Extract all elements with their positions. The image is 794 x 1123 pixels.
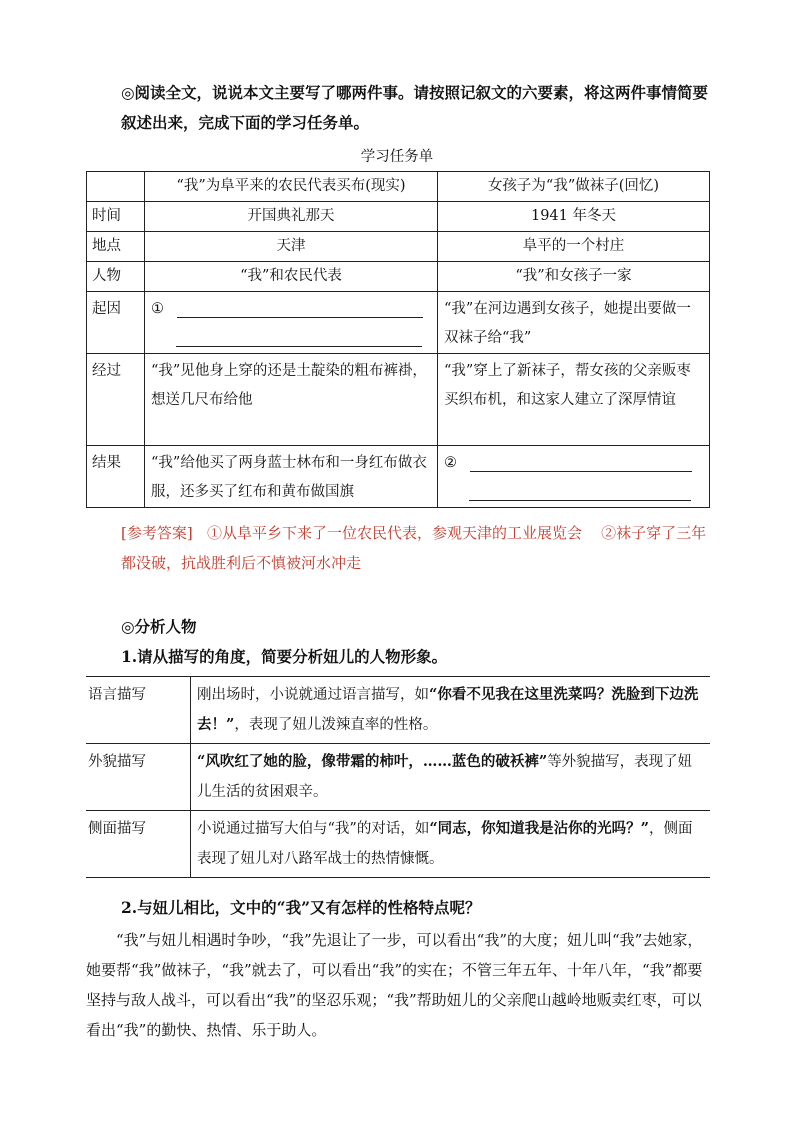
cell-memory: “我”穿上了新袜子，帮女孩的父亲贩枣买织布机，和这家人建立了深厚情谊 [438,354,710,446]
row-label: 经过 [87,354,145,446]
table-row-process [87,354,710,446]
row-label: 语言描写 [86,677,191,744]
table-header-row [87,172,710,202]
cell-memory: 阜平的一个村庄 [438,232,710,262]
row-label: 结果 [87,446,145,508]
content-text: 等外貌描写，表现了妞儿生活的贫困艰辛。 [197,754,693,800]
answer-tag: [参考答案] [121,524,193,542]
row-content [191,677,711,744]
table-row [87,232,710,262]
cell-memory: 1941 年冬天 [438,202,710,232]
cell-reality: “我”见他身上穿的还是土靛染的粗布裤褂，想送几尺布给他 [145,354,438,446]
content-text: ，表现了妞儿泼辣直率的性格。 [234,717,438,733]
fill-in-blank-line [176,330,422,347]
row-label: 侧面描写 [86,811,191,878]
row-content [191,811,711,878]
table-row [87,202,710,232]
row-label: 人物 [87,262,145,292]
cell-memory: “我”和女孩子一家 [438,262,710,292]
question-2: 2.与妞儿相比，文中的“我”又有怎样的性格特点呢？ [121,898,481,917]
header-memory: 女孩子为“我”做袜子(回忆) [438,172,710,202]
blank-mark: ① [151,301,164,317]
question-1: 1.请从描写的角度，简要分析妞儿的人物形象。 [121,647,448,666]
table-row [86,744,710,811]
row-label: 地点 [87,232,145,262]
row-label: 外貌描写 [86,744,191,811]
content-text: ，侧面表现了妞儿对八路军战士的热情慷慨。 [197,821,693,867]
blank-mark: ② [444,455,457,471]
table-row-result [87,446,710,508]
row-content [191,744,711,811]
table-row [86,811,710,878]
header-reality: “我”为阜平来的农民代表买布(现实) [145,172,438,202]
fill-in-blank-line [469,484,691,501]
cell-reality: 天津 [145,232,438,262]
row-label: 时间 [87,202,145,232]
cell-reality: 开国典礼那天 [145,202,438,232]
analysis-heading: ◎分析人物 [121,617,197,636]
content-quote: “风吹红了她的脸，像带霜的柿叶，……蓝色的破袄裤” [197,753,548,770]
table-row [87,262,710,292]
table-row-cause [87,292,710,354]
reference-answer [121,518,711,578]
cell-reality-blank [145,292,438,354]
table-row [86,677,710,744]
cell-reality: “我”和农民代表 [145,262,438,292]
answer-part-1: ①从阜平乡下来了一位农民代表，参观天津的工业展览会 [207,524,583,542]
answer-part-2: ②袜子穿了三年都没破，抗战胜利后不慎被河水冲走 [121,524,707,572]
fill-in-blank-line [177,301,423,318]
question-2-answer: “我”与妞儿相遇时争吵，“我”先退让了一步，可以看出“我”的大度；妞儿叫“我”去她家，她要帮“我”做袜子，“我”就去了，可以看出“我”的实在；不管三年五年、十年八年，“我”都要坚持与敌人战斗，可以看出“我”的坚忍乐观；“我”帮助妞儿的父亲爬山越岭地贩卖红枣，可以看出“我”的勤快、热情、乐于助人。 [86,931,703,1039]
cell-memory-blank [438,446,710,508]
cell-reality: “我”给他买了两身蓝士林布和一身红布做衣服，还多买了红布和黄布做国旗 [145,446,438,508]
content-text: 小说通过描写大伯与“我”的对话，如 [197,821,430,837]
row-label: 起因 [87,292,145,354]
fill-in-blank-line [470,455,692,472]
table-title: 学习任务单 [360,149,434,165]
description-analysis-table [86,676,710,878]
header-empty-cell [87,172,145,202]
content-text: 刚出场时，小说就通过语言描写，如 [197,687,429,703]
learning-task-table [86,171,710,508]
content-quote: “你看不见我在这里洗菜吗？洗脸到下边洗去！” [197,686,699,733]
content-quote: “同志，你知道我是沾你的光吗？” [429,820,650,837]
cell-memory: “我”在河边遇到女孩子，她提出要做一双袜子给“我” [438,292,710,354]
reading-task-heading: ◎阅读全文，说说本文主要写了哪两件事。请按照记叙文的六要素，将这两件事情简要叙述出来，完成下面的学习任务单。 [121,83,709,132]
